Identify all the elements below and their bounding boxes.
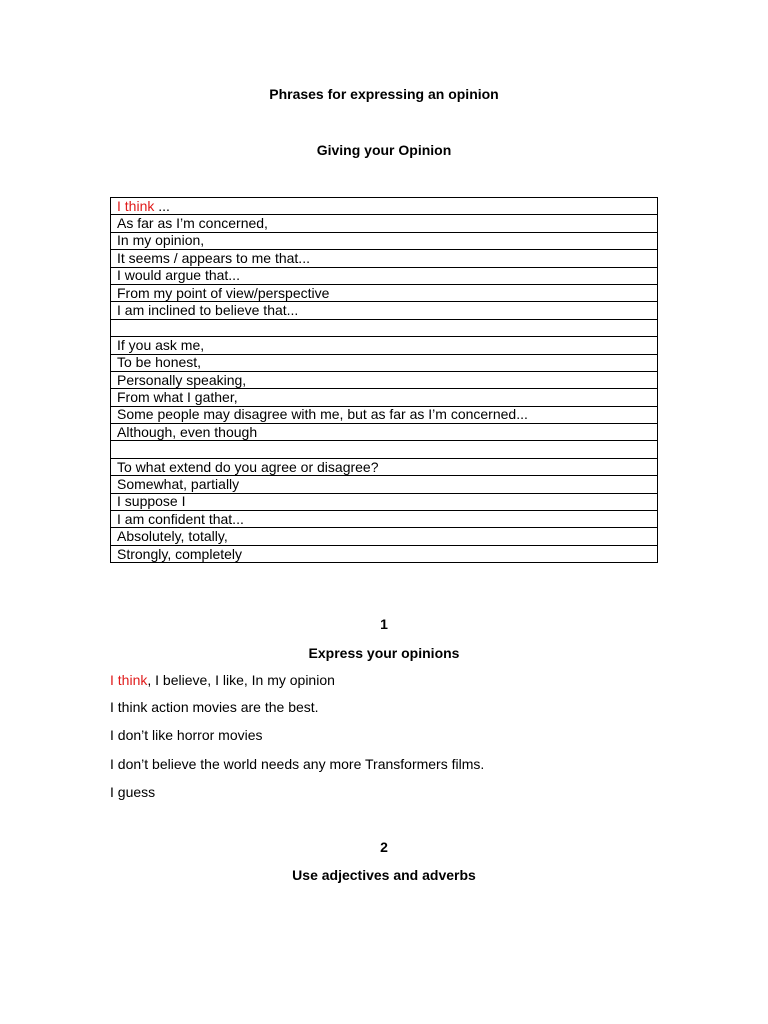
phrase-text: From my point of view/perspective: [117, 284, 330, 301]
phrase-row: [111, 215, 658, 232]
phrase-cell: [111, 528, 658, 545]
phrase-cell: [111, 424, 658, 441]
phrase-table-body: [111, 198, 658, 563]
phrase-cell: [111, 458, 658, 475]
phrase-row: [111, 458, 658, 475]
phrase-row: [111, 337, 658, 354]
phrase-cell: [111, 511, 658, 528]
phrase-cell: [111, 302, 658, 319]
phrase-cell: [111, 441, 658, 458]
phrase-row: [111, 511, 658, 528]
phrase-text: To what extend do you agree or disagree?: [117, 458, 379, 475]
phrase-cell: [111, 476, 658, 493]
phrase-text: Some people may disagree with me, but as far as I’m concerned...: [117, 406, 528, 423]
intro-highlight: I think: [110, 672, 148, 688]
intro-rest: , I believe, I like, In my opinion: [147, 672, 335, 688]
phrase-cell: [111, 337, 658, 354]
phrase-row: [111, 528, 658, 545]
phrase-row: [111, 424, 658, 441]
phrase-text: I am inclined to believe that...: [117, 302, 299, 319]
phrase-text: From what I gather,: [117, 388, 238, 405]
phrase-text: In my opinion,: [117, 232, 205, 249]
phrase-text: Somewhat, partially: [117, 475, 240, 492]
phrase-text: Personally speaking,: [117, 371, 247, 388]
document-title: Phrases for expressing an opinion: [269, 86, 499, 102]
phrase-text: I would argue that...: [117, 267, 240, 284]
phrase-cell: [111, 284, 658, 301]
phrase-row: [111, 545, 658, 562]
phrase-cell: [111, 267, 658, 284]
phrase-cell: [111, 232, 658, 249]
section-heading-giving-opinion: Giving your Opinion: [316, 142, 452, 158]
phrase-row: [111, 284, 658, 301]
phrase-cell: [111, 389, 658, 406]
example-sentence: I don’t believe the world needs any more Transformers films.: [110, 756, 485, 772]
phrase-row: [111, 354, 658, 371]
section-1-intro: [110, 671, 335, 689]
section-1-heading: Express your opinions: [308, 645, 460, 661]
phrase-row: [111, 302, 658, 319]
phrase-table: [110, 197, 658, 563]
phrase-cell: [111, 545, 658, 562]
phrase-cell: [111, 250, 658, 267]
section-2-heading: Use adjectives and adverbs: [292, 867, 476, 883]
phrase-cell: [111, 406, 658, 423]
phrase-row: [111, 476, 658, 493]
phrase-row: [111, 493, 658, 510]
phrase-text: If you ask me,: [117, 336, 205, 353]
example-sentence: I don’t like horror movies: [110, 727, 263, 743]
phrase-row: [111, 371, 658, 388]
phrase-text: Strongly, completely: [117, 545, 243, 562]
phrase-row: [111, 267, 658, 284]
phrase-text: I suppose I: [117, 493, 186, 510]
phrase-row: [111, 232, 658, 249]
phrase-row: [111, 441, 658, 458]
phrase-cell: [111, 354, 658, 371]
phrase-text: ...: [154, 197, 170, 214]
phrase-text: To be honest,: [117, 354, 202, 371]
phrase-cell: [111, 215, 658, 232]
section-2-number: 2: [380, 839, 388, 855]
phrase-row: [111, 389, 658, 406]
phrase-cell: [111, 493, 658, 510]
phrase-text: It seems / appears to me that...: [117, 249, 310, 266]
section-1-number: 1: [380, 616, 388, 632]
phrase-row: [111, 406, 658, 423]
example-sentence: I guess: [110, 784, 156, 800]
example-sentence: I think action movies are the best.: [110, 699, 319, 715]
phrase-text: As far as I’m concerned,: [117, 215, 268, 232]
phrase-highlight: I think: [117, 197, 155, 214]
phrase-text: I am confident that...: [117, 510, 244, 527]
phrase-row: [111, 250, 658, 267]
phrase-cell: [111, 319, 658, 336]
phrase-row: [111, 198, 658, 215]
phrase-cell: [111, 198, 658, 215]
phrase-row: [111, 319, 658, 336]
phrase-cell: [111, 371, 658, 388]
phrase-text: Although, even though: [117, 423, 258, 440]
phrase-text: Absolutely, totally,: [117, 528, 228, 545]
